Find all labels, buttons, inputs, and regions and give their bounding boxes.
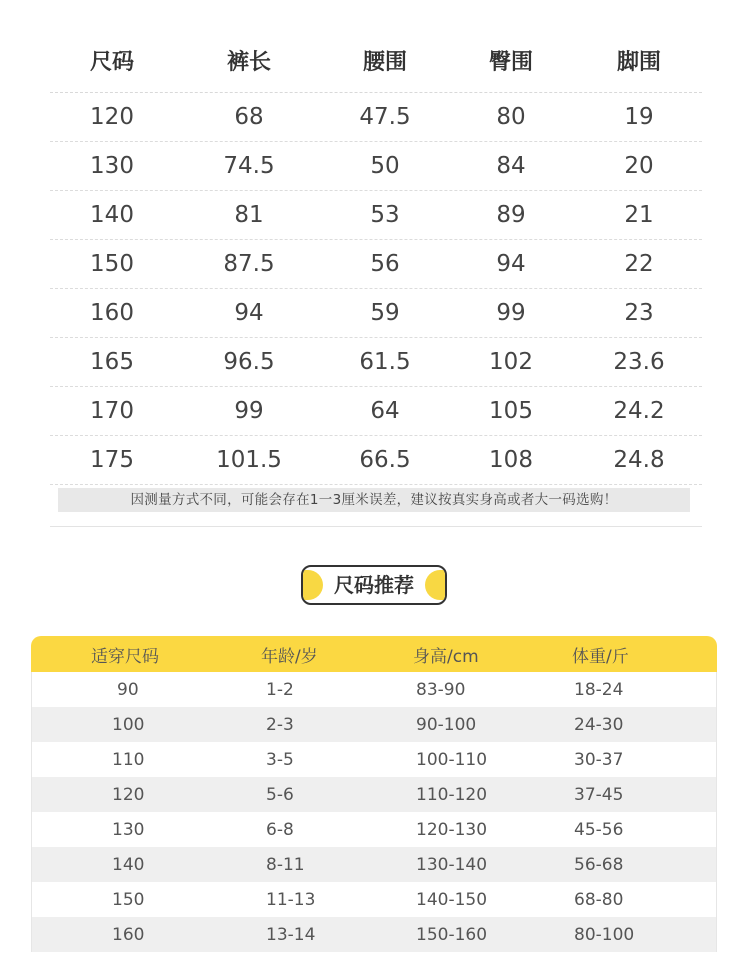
cell-hip: 99 [496,300,526,326]
cell-hip: 102 [489,349,533,375]
header-waist: 腰围 [362,49,407,75]
cell-age: 3-5 [266,749,294,770]
section-title-badge [301,565,447,605]
cell-height: 90-100 [416,714,477,735]
table-row [50,289,702,338]
table-row [31,882,717,917]
table-row [31,917,717,952]
cell-hip: 89 [496,202,526,228]
size-table-header [50,28,702,93]
cell-ankle: 24.2 [613,398,665,424]
cell-fit-size: 120 [112,784,145,805]
cell-weight: 68-80 [574,889,624,910]
table-row [31,847,717,882]
measurement-notice: 因测量方式不同，可能会存在1一3厘米误差，建议按真实身高或者大一码选购！ [58,488,690,512]
header-size: 尺码 [89,49,134,75]
table-row [31,707,717,742]
cell-hip: 80 [496,104,526,130]
header-length: 裤长 [226,49,271,75]
cell-weight: 18-24 [574,679,624,700]
cell-fit-size: 130 [112,819,145,840]
table-row [50,338,702,387]
table-row [31,742,717,777]
cell-ankle: 23 [624,300,654,326]
cell-age: 2-3 [266,714,294,735]
cell-fit-size: 90 [117,679,139,700]
cell-age: 13-14 [266,924,316,945]
cell-ankle: 24.8 [613,447,665,473]
cell-fit-size: 140 [112,854,145,875]
cell-waist: 53 [370,202,400,228]
cell-age: 8-11 [266,854,305,875]
header-hip: 臀围 [488,49,533,75]
cell-ankle: 22 [624,251,654,277]
size-table [50,28,702,485]
cell-ankle: 19 [624,104,654,130]
cell-weight: 30-37 [574,749,624,770]
cell-length: 101.5 [216,447,282,473]
cell-height: 110-120 [416,784,488,805]
cell-age: 1-2 [266,679,294,700]
header-fit-size: 适穿尺码 [91,646,159,667]
header-age: 年龄/岁 [261,646,318,667]
cell-age: 5-6 [266,784,294,805]
section-title: 尺码推荐 [334,573,414,597]
table-row [31,777,717,812]
cell-size: 165 [90,349,134,375]
cell-size: 170 [90,398,134,424]
cell-waist: 64 [370,398,400,424]
cell-ankle: 20 [624,153,654,179]
table-row [50,240,702,289]
cell-size: 140 [90,202,134,228]
table-row [50,142,702,191]
cell-waist: 66.5 [359,447,411,473]
cell-size: 120 [90,104,134,130]
table-row [31,672,717,707]
cell-length: 94 [234,300,264,326]
header-ankle: 脚围 [616,49,661,75]
cell-waist: 47.5 [359,104,411,130]
table-row [31,812,717,847]
cell-fit-size: 150 [112,889,145,910]
cell-length: 81 [234,202,264,228]
cell-height: 150-160 [416,924,488,945]
cell-size: 175 [90,447,134,473]
cell-size: 150 [90,251,134,277]
cell-waist: 56 [370,251,400,277]
cell-hip: 94 [496,251,526,277]
cell-fit-size: 100 [112,714,145,735]
cell-height: 100-110 [416,749,488,770]
cell-weight: 37-45 [574,784,624,805]
cell-height: 130-140 [416,854,488,875]
cell-hip: 108 [489,447,533,473]
cell-fit-size: 160 [112,924,145,945]
recommend-table-header [31,636,717,672]
cell-length: 96.5 [223,349,275,375]
cell-hip: 105 [489,398,533,424]
notice-section [50,478,702,527]
cell-age: 11-13 [266,889,316,910]
cell-waist: 50 [370,153,400,179]
cell-height: 120-130 [416,819,488,840]
cell-length: 99 [234,398,264,424]
cell-hip: 84 [496,153,526,179]
cell-size: 160 [90,300,134,326]
recommend-table [31,636,717,960]
cell-ankle: 21 [624,202,654,228]
cell-length: 87.5 [223,251,275,277]
cell-weight: 24-30 [574,714,624,735]
header-height: 身高/cm [413,646,479,667]
cell-weight: 80-100 [574,924,635,945]
cell-waist: 59 [370,300,400,326]
cell-length: 74.5 [223,153,275,179]
cell-height: 140-150 [416,889,488,910]
table-row [50,93,702,142]
cell-height: 83-90 [416,679,466,700]
size-table-body [50,93,702,485]
cell-age: 6-8 [266,819,294,840]
cell-ankle: 23.6 [613,349,665,375]
table-row [50,387,702,436]
cell-weight: 56-68 [574,854,624,875]
cell-weight: 45-56 [574,819,624,840]
cell-fit-size: 110 [112,749,145,770]
table-row [50,191,702,240]
cell-size: 130 [90,153,134,179]
header-weight: 体重/斤 [572,646,629,667]
cell-length: 68 [234,104,264,130]
cell-waist: 61.5 [359,349,411,375]
